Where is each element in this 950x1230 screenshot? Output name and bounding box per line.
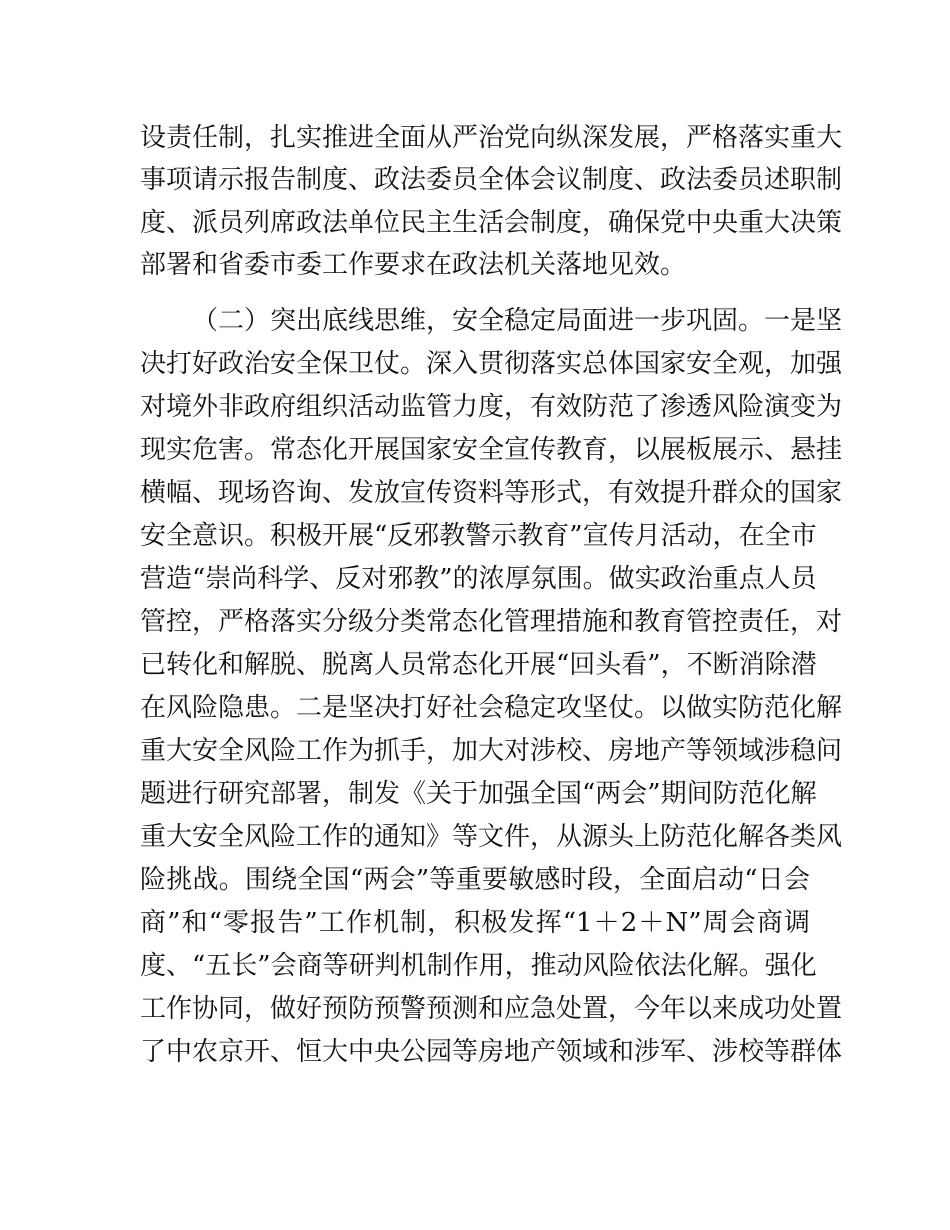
- paragraph-line: 部署和省委市委工作要求在政法机关落地见效。: [140, 250, 687, 280]
- paragraph-line: 度、“五长”会商等研判机制作用，推动风险依法化解。强化: [140, 951, 817, 981]
- paragraph-line: 商”和“零报告”工作机制，积极发挥“1＋2＋N”周会商调: [140, 908, 810, 938]
- paragraph-line: 营造“崇尚科学、反对邪教”的浓厚氛围。做实政治重点人员: [140, 564, 817, 594]
- paragraph-line: 度、派员列席政法单位民主生活会制度，确保党中央重大决策: [140, 208, 843, 238]
- paragraph-line: 事项请示报告制度、政法委员全体会议制度、政法委员述职制: [140, 165, 843, 195]
- paragraph-line: 题进行研究部署，制发《关于加强全国“两会”期间防范化解: [140, 779, 817, 809]
- paragraph-line: 工作协同，做好预防预警预测和应急处置，今年以来成功处置: [140, 994, 843, 1024]
- paragraph-line: 重大安全风险工作为抓手，加大对涉校、房地产等领域涉稳问: [140, 736, 843, 766]
- paragraph-line: 重大安全风险工作的通知》等文件，从源头上防范化解各类风: [140, 822, 843, 852]
- paragraph-line: 决打好政治安全保卫仗。深入贯彻落实总体国家安全观，加强: [140, 349, 843, 379]
- paragraph-line: 险挑战。围绕全国“两会”等重要敏感时段，全面启动“日会: [140, 865, 810, 895]
- paragraph-line: 现实危害。常态化开展国家安全宣传教育，以展板展示、悬挂: [140, 435, 843, 465]
- paragraph-line: 在风险隐患。二是坚决打好社会稳定攻坚仗。以做实防范化解: [140, 693, 843, 723]
- paragraph-line: 了中农京开、恒大中央公园等房地产领域和涉军、涉校等群体: [140, 1037, 843, 1067]
- paragraph-line: （二）突出底线思维，安全稳定局面进一步巩固。一是坚: [192, 306, 843, 336]
- paragraph-line: 管控，严格落实分级分类常态化管理措施和教育管控责任，对: [140, 607, 843, 637]
- paragraph-line: 设责任制，扎实推进全面从严治党向纵深发展，严格落实重大: [140, 123, 843, 153]
- paragraph-line: 安全意识。积极开展“反邪教警示教育”宣传月活动，在全市: [140, 521, 817, 551]
- paragraph-line: 横幅、现场咨询、发放宣传资料等形式，有效提升群众的国家: [140, 478, 843, 508]
- paragraph-line: 已转化和解脱、脱离人员常态化开展“回头看”，不断消除潜: [140, 650, 817, 680]
- paragraph-line: 对境外非政府组织活动监管力度，有效防范了渗透风险演变为: [140, 392, 843, 422]
